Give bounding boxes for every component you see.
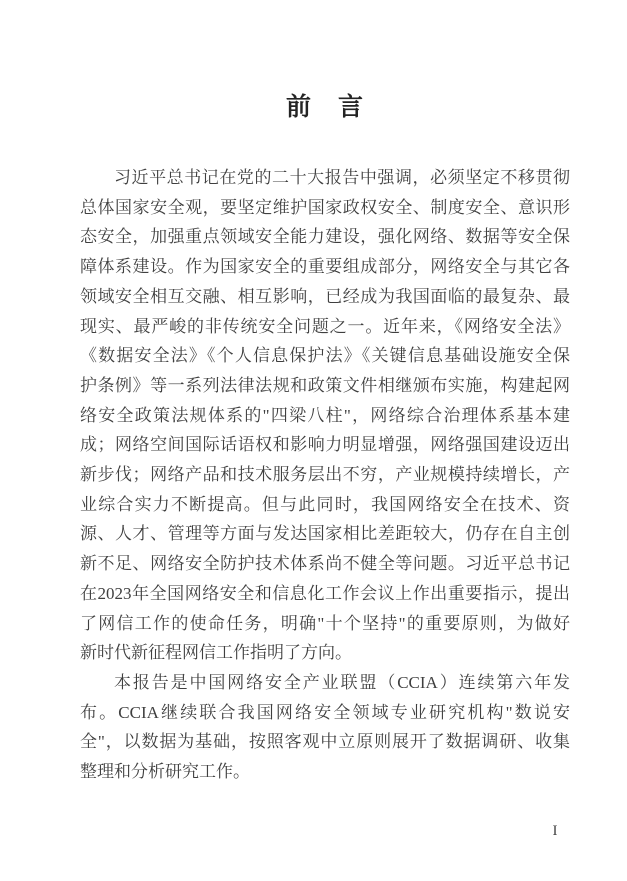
text-line: 新时代新征程网信工作指明了方向。 <box>80 643 352 663</box>
text-line: 新步伐；网络产品和技术服务层出不穷，产业规模持续增长，产 <box>80 465 570 485</box>
text-line: 成；网络空间国际话语权和影响力明显增强，网络强国建设迈出 <box>80 435 570 455</box>
text-line: 络安全政策法规体系的"四梁八柱"，网络综合治理体系基本建 <box>80 405 570 425</box>
page-title: 前 言 <box>285 94 364 121</box>
text-line: 业综合实力不断提高。但与此同时，我国网络安全在技术、资 <box>80 494 570 514</box>
text-line: 在2023年全国网络安全和信息化工作会议上作出重要指示，提出 <box>80 583 570 603</box>
text-line: 领域安全相互交融、相互影响，已经成为我国面临的最复杂、最 <box>80 286 570 306</box>
body-text <box>80 163 570 787</box>
text-line: 了网信工作的使命任务，明确"十个坚持"的重要原则，为做好 <box>80 613 570 633</box>
text-line: 布。CCIA继续联合我国网络安全领域专业研究机构"数说安 <box>80 702 570 722</box>
text-line: 护条例》等一系列法律法规和政策文件相继颁布实施，构建起网 <box>80 375 570 395</box>
text-line: 障体系建设。作为国家安全的重要组成部分，网络安全与其它各 <box>80 257 570 277</box>
text-line: 整理和分析研究工作。 <box>80 762 250 782</box>
page-number: I <box>552 823 558 839</box>
text-line: 源、人才、管理等方面与发达国家相比差距较大，仍存在自主创 <box>80 524 570 544</box>
text-line: 总体国家安全观，要坚定维护国家政权安全、制度安全、意识形 <box>80 197 570 217</box>
text-line: 《数据安全法》《个人信息保护法》《关键信息基础设施安全保 <box>80 346 570 366</box>
text-line: 本报告是中国网络安全产业联盟（CCIA）连续第六年发 <box>114 672 570 692</box>
text-line: 全"，以数据为基础，按照客观中立原则展开了数据调研、收集 <box>80 732 570 752</box>
text-line: 习近平总书记在党的二十大报告中强调，必须坚定不移贯彻 <box>114 168 570 187</box>
page-content <box>80 0 570 782</box>
text-line: 态安全，加强重点领域安全能力建设，强化网络、数据等安全保 <box>80 227 570 247</box>
text-line: 新不足、网络安全防护技术体系尚不健全等问题。习近平总书记 <box>80 554 570 574</box>
text-line: 现实、最严峻的非传统安全问题之一。近年来，《网络安全法》 <box>80 316 570 336</box>
